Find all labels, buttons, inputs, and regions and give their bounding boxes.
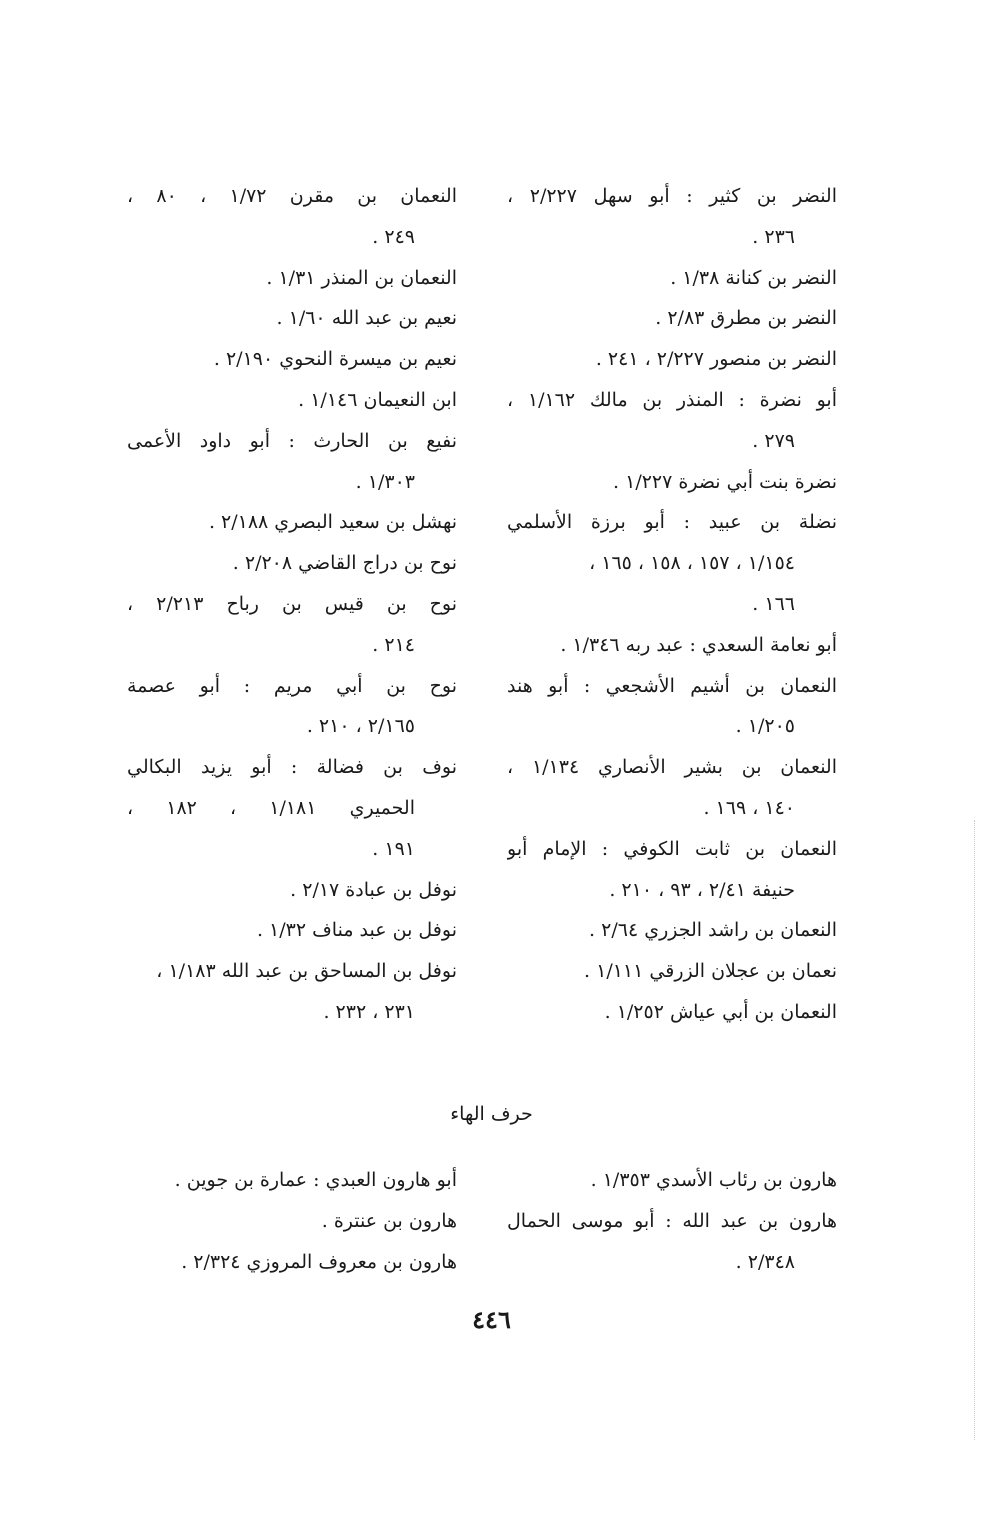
index-entry: هارون بن عبد الله : أبو موسى الحمال (507, 1209, 837, 1232)
index-entry: النضر بن كنانة ١/٣٨ . (670, 266, 837, 289)
index-entry: نضلة بن عبيد : أبو برزة الأسلمي (507, 511, 837, 534)
index-entry: النضر بن مطرق ٢/٨٣ . (655, 307, 837, 330)
index-entry-continuation: ٢٣٦ . (752, 225, 795, 248)
index-entry: نوح بن قيس بن رباح ٢/٢١٣ ، (127, 592, 457, 615)
index-entry: هارون بن معروف المروزي ٢/٣٢٤ . (181, 1250, 457, 1273)
index-entry: نوفل بن عبادة ٢/١٧ . (290, 878, 457, 901)
scan-edge-marks (972, 820, 975, 1440)
section-title: حرف الهاء (450, 1103, 533, 1125)
index-entry: هارون بن عنترة . (321, 1209, 457, 1232)
index-entry: النضر بن كثير : أبو سهل ٢/٢٢٧ ، (507, 185, 837, 207)
page-number: ٤٤٦ (472, 1305, 511, 1334)
index-entry: النعمان بن ثابت الكوفي : الإمام أبو (507, 837, 837, 860)
index-entry-continuation: ١/٣٠٣ . (355, 470, 415, 493)
index-entry-continuation: ١٩١ . (372, 837, 415, 860)
section-column-right (507, 1160, 837, 1282)
index-entry: نعيم بن عبد الله ١/٦٠ . (276, 307, 457, 330)
index-entry: نهشل بن سعيد البصري ٢/١٨٨ . (208, 511, 457, 534)
index-entry: النعمان بن المنذر ١/٣١ . (266, 266, 457, 289)
index-entry-continuation: حنيفة ٢/٤١ ، ٩٣ ، ٢١٠ . (609, 878, 795, 901)
index-entry-continuation: ٢١٤ . (372, 633, 415, 656)
index-entry: نوح بن دراج القاضي ٢/٢٠٨ . (232, 552, 457, 575)
index-entry-continuation: ١/١٥٤ ، ١٥٧ ، ١٥٨ ، ١٦٥ ، (589, 552, 795, 575)
index-entry: ابن النعيمان ١/١٤٦ . (298, 388, 457, 411)
index-entry: النعمان بن أبي عياش ١/٢٥٢ . (604, 1000, 837, 1023)
index-entry: نوفل بن عبد مناف ١/٣٢ . (256, 919, 457, 942)
index-entry: نوف بن فضالة : أبو يزيد البكالي (127, 756, 457, 779)
index-entry: النعمان بن مقرن ١/٧٢ ، ٨٠ ، (127, 185, 457, 207)
index-entry-continuation: ٢/١٦٥ ، ٢١٠ . (306, 715, 415, 738)
index-entry-continuation: ٢٤٩ . (372, 225, 415, 248)
index-entry: أبو هارون العبدي : عمارة بن جوين . (174, 1169, 457, 1191)
index-entry: النعمان بن أشيم الأشجعي : أبو هند (507, 674, 837, 697)
index-entry-continuation: ٢/٣٤٨ . (735, 1250, 795, 1273)
index-entry: نوح بن أبي مريم : أبو عصمة (127, 674, 457, 697)
index-entry: نوفل بن المساحق بن عبد الله ١/١٨٣ ، (156, 960, 457, 983)
index-entry-continuation: ١٦٦ . (752, 592, 795, 615)
index-entry: نفيع بن الحارث : أبو داود الأعمى (127, 429, 457, 452)
index-column-left (127, 176, 457, 1033)
index-entry: نعمان بن عجلان الزرقي ١/١١١ . (584, 960, 837, 983)
index-entry-continuation: ١/٢٠٥ . (735, 715, 795, 738)
index-entry-continuation: ٢٣١ ، ٢٣٢ . (323, 1000, 415, 1023)
index-entry: النعمان بن بشير الأنصاري ١/١٣٤ ، (507, 756, 837, 779)
index-entry: أبو نضرة : المنذر بن مالك ١/١٦٢ ، (507, 388, 837, 411)
section-column-left (127, 1160, 457, 1282)
index-entry-continuation: الحميري ١/١٨١ ، ١٨٢ ، (127, 796, 416, 819)
index-entry-continuation: ١٤٠ ، ١٦٩ . (703, 796, 795, 819)
index-entry: النضر بن منصور ٢/٢٢٧ ، ٢٤١ . (595, 348, 837, 371)
index-entry: هارون بن رئاب الأسدي ١/٣٥٣ . (590, 1169, 837, 1191)
index-entry-continuation: ٢٧٩ . (752, 429, 795, 452)
index-entry: نعيم بن ميسرة النحوي ٢/١٩٠ . (213, 348, 457, 371)
index-entry: أبو نعامة السعدي : عبد ربه ١/٣٤٦ . (560, 633, 837, 656)
index-entry: نضرة بنت أبي نضرة ١/٢٢٧ . (613, 470, 837, 493)
index-column-right (507, 176, 837, 1033)
index-entry: النعمان بن راشد الجزري ٢/٦٤ . (589, 919, 837, 942)
